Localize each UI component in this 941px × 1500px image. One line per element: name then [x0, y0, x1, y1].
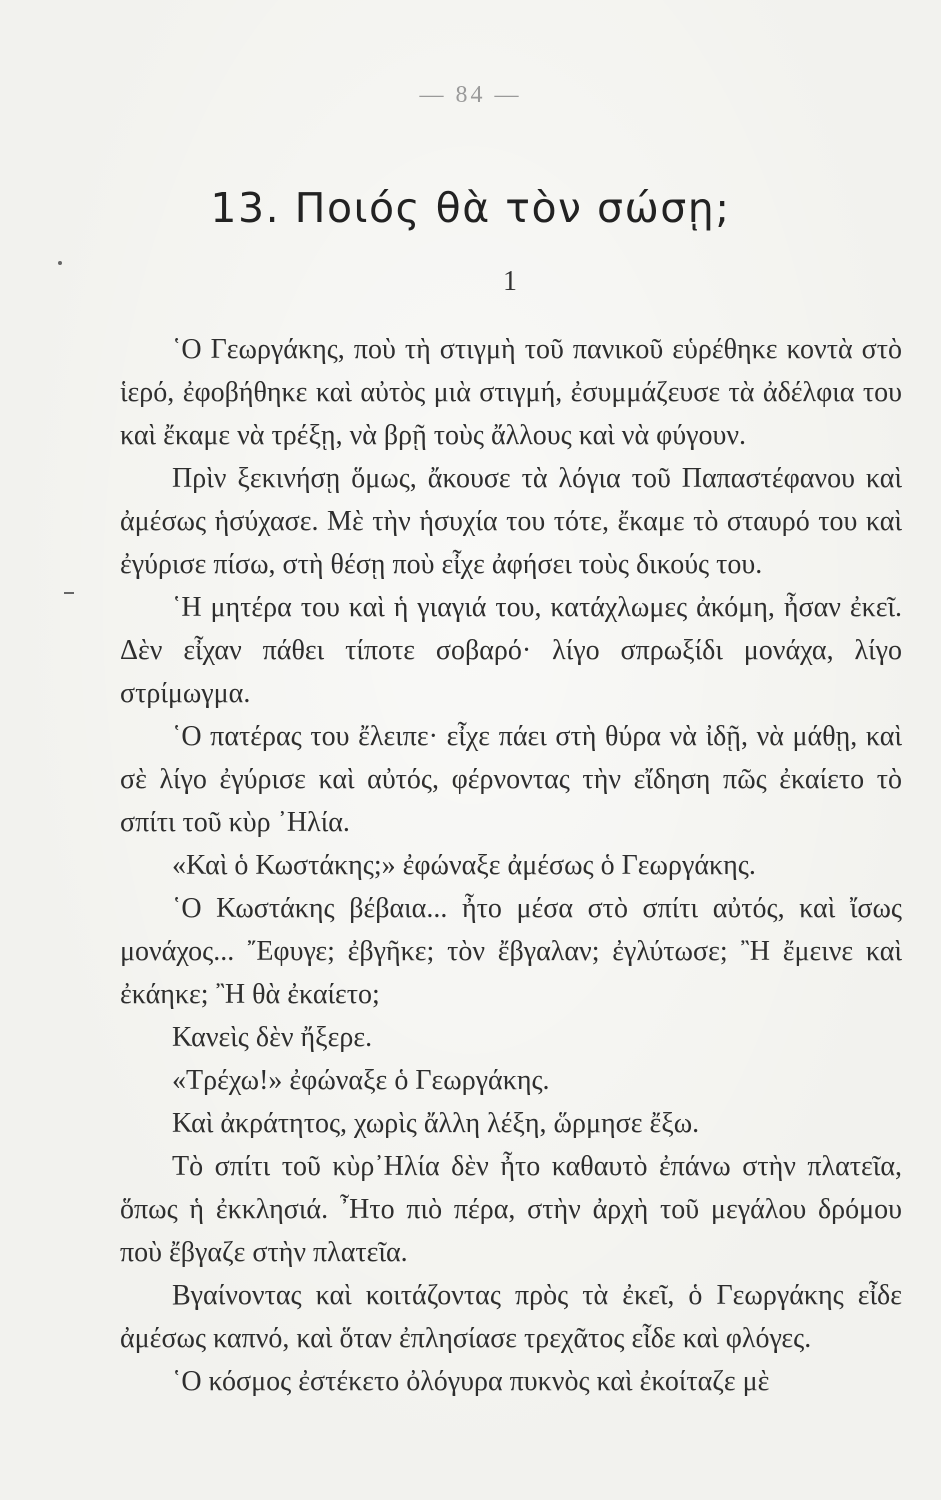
paragraph: Πρὶν ξεκινήσῃ ὅμως, ἄκουσε τὰ λόγια τοῦ Παπαστέφανου καὶ ἀμέσως ἡσύχασε. Μὲ τὴν ἡσυχία του τότε, ἔκαμε τὸ σταυρό του καὶ ἐγύρισε πίσω, στὴ θέσῃ ποὺ εἶχε ἀφήσει τοὺς δικούς του.	[120, 463, 902, 580]
paragraph: «Καὶ ὁ Κωστάκης;» ἐφώναξε ἀμέσως ὁ Γεωργάκης.	[172, 850, 756, 881]
margin-dash	[64, 592, 74, 594]
paragraph: ῾Ο πατέρας του ἔλειπε· εἶχε πάει στὴ θύρα νὰ ἰδῇ, νὰ μάθῃ, καὶ σὲ λίγο ἐγύρισε καὶ αὐτός, φέρνοντας τὴν εἴδηση πῶς ἐκαίετο τὸ σπίτι τοῦ κὺρ ᾿Ηλία.	[120, 721, 902, 838]
paragraph: ῾Ο κόσμος ἐστέκετο ὀλόγυρα πυκνὸς καὶ ἐκοίταζε μὲ	[172, 1366, 770, 1397]
section-number: 1	[503, 266, 517, 297]
page-number: — 84 —	[419, 82, 522, 108]
margin-dot	[58, 261, 62, 265]
paragraph: Βγαίνοντας καὶ κοιτάζοντας πρὸς τὰ ἐκεῖ, ὁ Γεωργάκης εἶδε ἀμέσως καπνό, καὶ ὅταν ἐπλησίασε τρεχᾶτος εἶδε καὶ φλόγες.	[120, 1280, 902, 1354]
paragraph: ῾Η μητέρα του καὶ ἡ γιαγιά του, κατάχλωμες ἀκόμη, ἦσαν ἐκεῖ. Δὲν εἶχαν πάθει τίποτε σοβαρό· λίγο σπρωξίδι μονάχα, λίγο στρίμωγμα.	[120, 592, 902, 709]
paragraph: Κανεὶς δὲν ἤξερε.	[172, 1022, 373, 1053]
paragraph: «Τρέχω!» ἐφώναξε ὁ Γεωργάκης.	[172, 1065, 550, 1096]
paragraph: ῾Ο Γεωργάκης, ποὺ τὴ στιγμὴ τοῦ πανικοῦ εὑρέθηκε κοντὰ στὸ ἱερό, ἐφοβήθηκε καὶ αὐτὸς μιὰ στιγμή, ἐσυμμάζευσε τὰ ἀδέλφια του καὶ ἔκαμε νὰ τρέξῃ, νὰ βρῇ τοὺς ἄλλους καὶ νὰ φύγουν.	[120, 334, 902, 451]
paragraph: Καὶ ἀκράτητος, χωρὶς ἄλλη λέξη, ὥρμησε ἔξω.	[172, 1108, 700, 1139]
paragraph: ῾Ο Κωστάκης βέβαια... ἦτο μέσα στὸ σπίτι αὐτός, καὶ ἴσως μονάχος... ῎Εφυγε; ἐβγῆκε; τὸν ἔβγαλαν; ἐγλύτωσε; ῍Η ἔμεινε καὶ ἐκάηκε; ῍Η θὰ ἐκαίετο;	[120, 893, 902, 1010]
chapter-title: 13. Ποιός θὰ τὸν σώσῃ;	[210, 184, 731, 232]
body-text	[120, 328, 902, 1403]
paragraph: Τὸ σπίτι τοῦ κὺρ᾿Ηλία δὲν ἦτο καθαυτὸ ἐπάνω στὴν πλατεῖα, ὅπως ἡ ἐκκλησιά. ῏Ητο πιὸ πέρα, στὴν ἀρχὴ τοῦ μεγάλου δρόμου ποὺ ἔβγαζε στὴν πλατεῖα.	[120, 1151, 902, 1268]
